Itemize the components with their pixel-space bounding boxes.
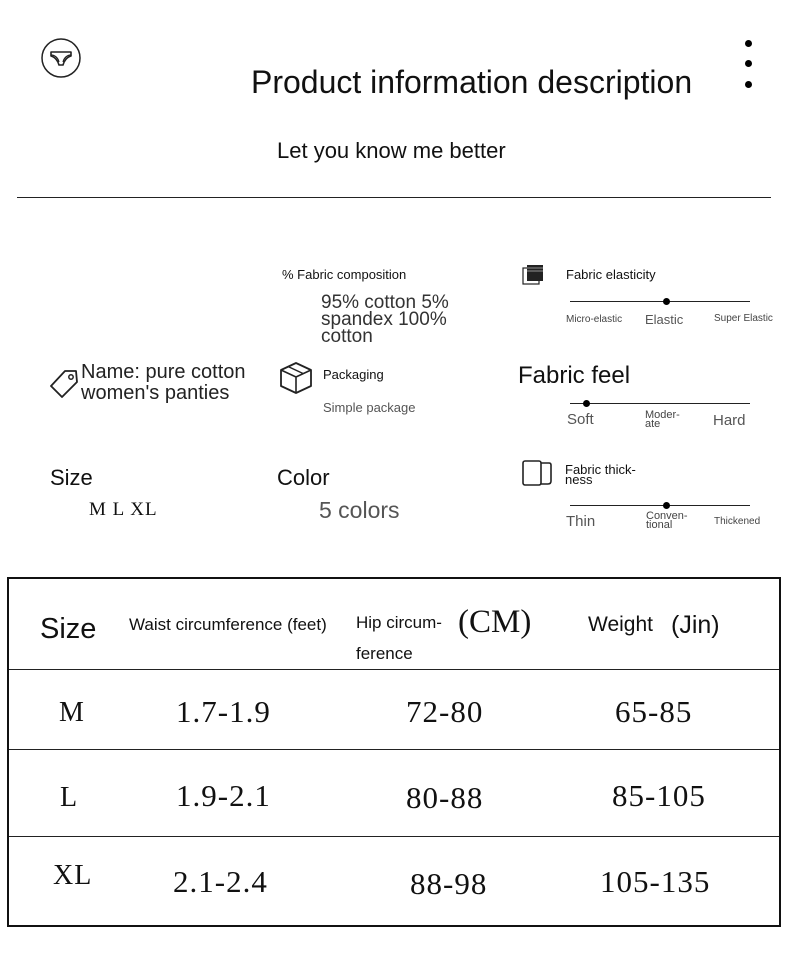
page-subtitle: Let you know me better [277, 138, 506, 163]
feel-label: Fabric feel [518, 362, 631, 389]
table-cell-size: L [60, 782, 79, 813]
thickness-level-thin: Thin [566, 513, 596, 530]
table-cell-waist: 1.7-1.9 [176, 694, 271, 729]
table-header-hip: Hip circum- [356, 613, 442, 632]
table-row-divider [9, 749, 779, 750]
table-header-waist: Waist circumference (feet) [129, 615, 327, 634]
elasticity-level-micro: Micro-elastic [566, 314, 623, 325]
thickness-level-conventional: Conven-tional [646, 510, 688, 531]
table-header-weight: Weight [588, 613, 653, 636]
thickness-label: Fabric thick-ness [565, 462, 636, 487]
color-value: 5 colors [319, 497, 400, 523]
table-header-unit-jin: (Jin) [671, 611, 720, 639]
tag-icon [48, 366, 82, 400]
feel-marker [583, 400, 590, 407]
elasticity-level-super: Super Elastic [714, 313, 773, 324]
table-cell-weight: 85-105 [612, 778, 706, 813]
page-title: Product information description [251, 64, 693, 100]
table-header-unit-cm: (CM) [458, 604, 532, 640]
table-cell-hip: 80-88 [406, 780, 484, 815]
composition-label: % Fabric composition [282, 267, 407, 282]
feel-level-hard: Hard [713, 412, 746, 429]
header-divider [17, 197, 771, 198]
elasticity-scale [570, 301, 750, 302]
table-row-divider [9, 836, 779, 837]
size-values: M L XL [89, 499, 158, 520]
thickness-scale [570, 505, 750, 506]
table-row-divider [9, 669, 779, 670]
layers-icon [522, 459, 552, 487]
product-name: Name: pure cotton women's panties [81, 361, 246, 404]
table-cell-hip: 88-98 [410, 866, 488, 901]
table-cell-hip: 72-80 [406, 694, 484, 729]
box-icon [279, 361, 313, 395]
thickness-level-thickened: Thickened [714, 516, 761, 527]
thickness-marker [663, 502, 670, 509]
table-cell-weight: 105-135 [600, 864, 711, 899]
feel-level-soft: Soft [567, 411, 594, 428]
fabric-swatch-icon [522, 264, 544, 286]
composition-value: 95% cotton 5% spandex 100% cotton [321, 292, 449, 347]
packaging-label: Packaging [323, 367, 384, 382]
table-cell-waist: 1.9-2.1 [176, 778, 271, 813]
table-cell-waist: 2.1-2.4 [173, 864, 268, 899]
elasticity-level-elastic: Elastic [645, 312, 684, 327]
packaging-value: Simple package [323, 400, 416, 415]
underwear-icon [41, 38, 81, 78]
table-header-size: Size [40, 613, 97, 645]
more-vertical-icon[interactable] [742, 38, 754, 90]
elasticity-marker [663, 298, 670, 305]
size-label: Size [50, 465, 93, 490]
table-cell-size: XL [53, 860, 93, 891]
feel-scale [570, 403, 750, 404]
table-header-hip-cont: ference [356, 644, 413, 663]
feel-level-moderate: Moder-ate [645, 409, 680, 430]
table-cell-size: M [59, 697, 85, 728]
color-label: Color [277, 465, 330, 490]
table-cell-weight: 65-85 [615, 694, 693, 729]
elasticity-label: Fabric elasticity [566, 267, 656, 282]
